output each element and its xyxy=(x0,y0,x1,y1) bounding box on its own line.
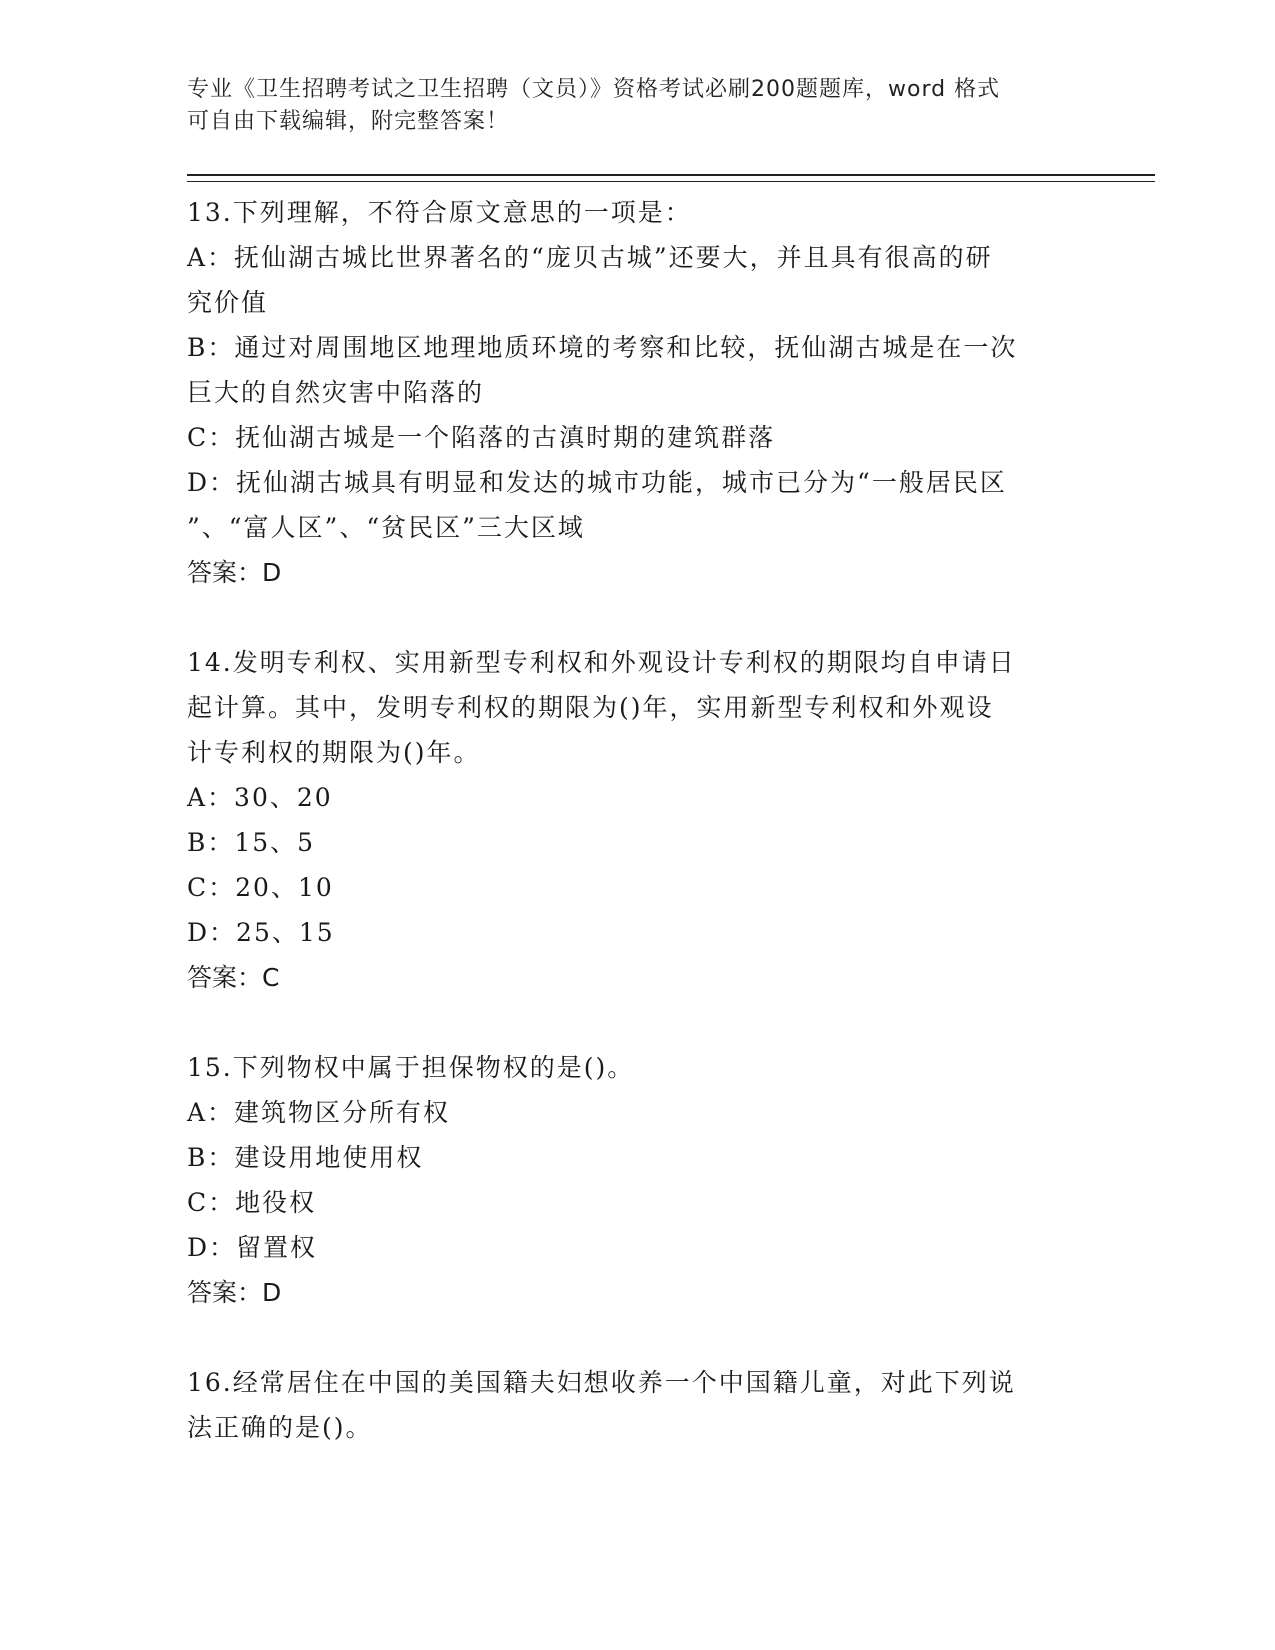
option-c: C：抚仙湖古城是一个陷落的古滇时期的建筑群落 xyxy=(187,423,776,452)
option-a: A：抚仙湖古城比世界著名的“庞贝古城”还要大，并且具有很高的研 xyxy=(187,243,993,272)
question-spacer xyxy=(187,1000,1087,1045)
option-d: D：抚仙湖古城具有明显和发达的城市功能，城市已分为“一般居民区 xyxy=(187,468,1007,497)
question-15 xyxy=(187,1045,1087,1315)
question-text: 16.经常居住在中国的美国籍夫妇想收养一个中国籍儿童，对此下列说 xyxy=(187,1368,1016,1397)
question-14 xyxy=(187,640,1087,1000)
header-divider-thick xyxy=(187,174,1155,176)
question-spacer xyxy=(187,595,1087,640)
answer-label: 答案：D xyxy=(187,558,282,587)
header-title-line-1: 专业《卫生招聘考试之卫生招聘（文员）》资格考试必刷200题题库，word 格式 xyxy=(187,77,1001,102)
question-spacer xyxy=(187,1315,1087,1360)
header-title-line-2: 可自由下载编辑，附完整答案！ xyxy=(187,109,510,134)
question-text-continued: 法正确的是()。 xyxy=(187,1413,373,1442)
option-a: A：30、20 xyxy=(187,783,333,812)
question-text: 15.下列物权中属于担保物权的是()。 xyxy=(187,1053,635,1082)
option-b: B：建设用地使用权 xyxy=(187,1143,424,1172)
option-c: C：20、10 xyxy=(187,873,334,902)
option-b-continued: 巨大的自然灾害中陷落的 xyxy=(187,378,485,407)
option-c: C：地役权 xyxy=(187,1188,317,1217)
question-text-continued: 计专利权的期限为()年。 xyxy=(187,738,481,767)
answer-label: 答案：D xyxy=(187,1278,282,1307)
option-b: B：通过对周围地区地理地质环境的考察和比较，抚仙湖古城是在一次 xyxy=(187,333,1018,362)
question-text: 14.发明专利权、实用新型专利权和外观设计专利权的期限均自申请日 xyxy=(187,648,1016,677)
option-d: D：25、15 xyxy=(187,918,335,947)
question-13 xyxy=(187,190,1087,595)
header-divider-thin xyxy=(187,181,1155,182)
option-a-continued: 究价值 xyxy=(187,288,269,317)
option-b: B：15、5 xyxy=(187,828,316,857)
option-d: D：留置权 xyxy=(187,1233,318,1262)
question-text: 13.下列理解，不符合原文意思的一项是： xyxy=(187,198,692,227)
option-a: A：建筑物区分所有权 xyxy=(187,1098,451,1127)
question-text-continued: 起计算。其中，发明专利权的期限为()年，实用新型专利权和外观设 xyxy=(187,693,994,722)
document-header xyxy=(187,74,1087,138)
option-d-continued: ”、“富人区”、“贫民区”三大区域 xyxy=(187,513,585,542)
question-16 xyxy=(187,1360,1087,1450)
answer-label: 答案：C xyxy=(187,963,280,992)
question-list xyxy=(187,190,1087,1450)
